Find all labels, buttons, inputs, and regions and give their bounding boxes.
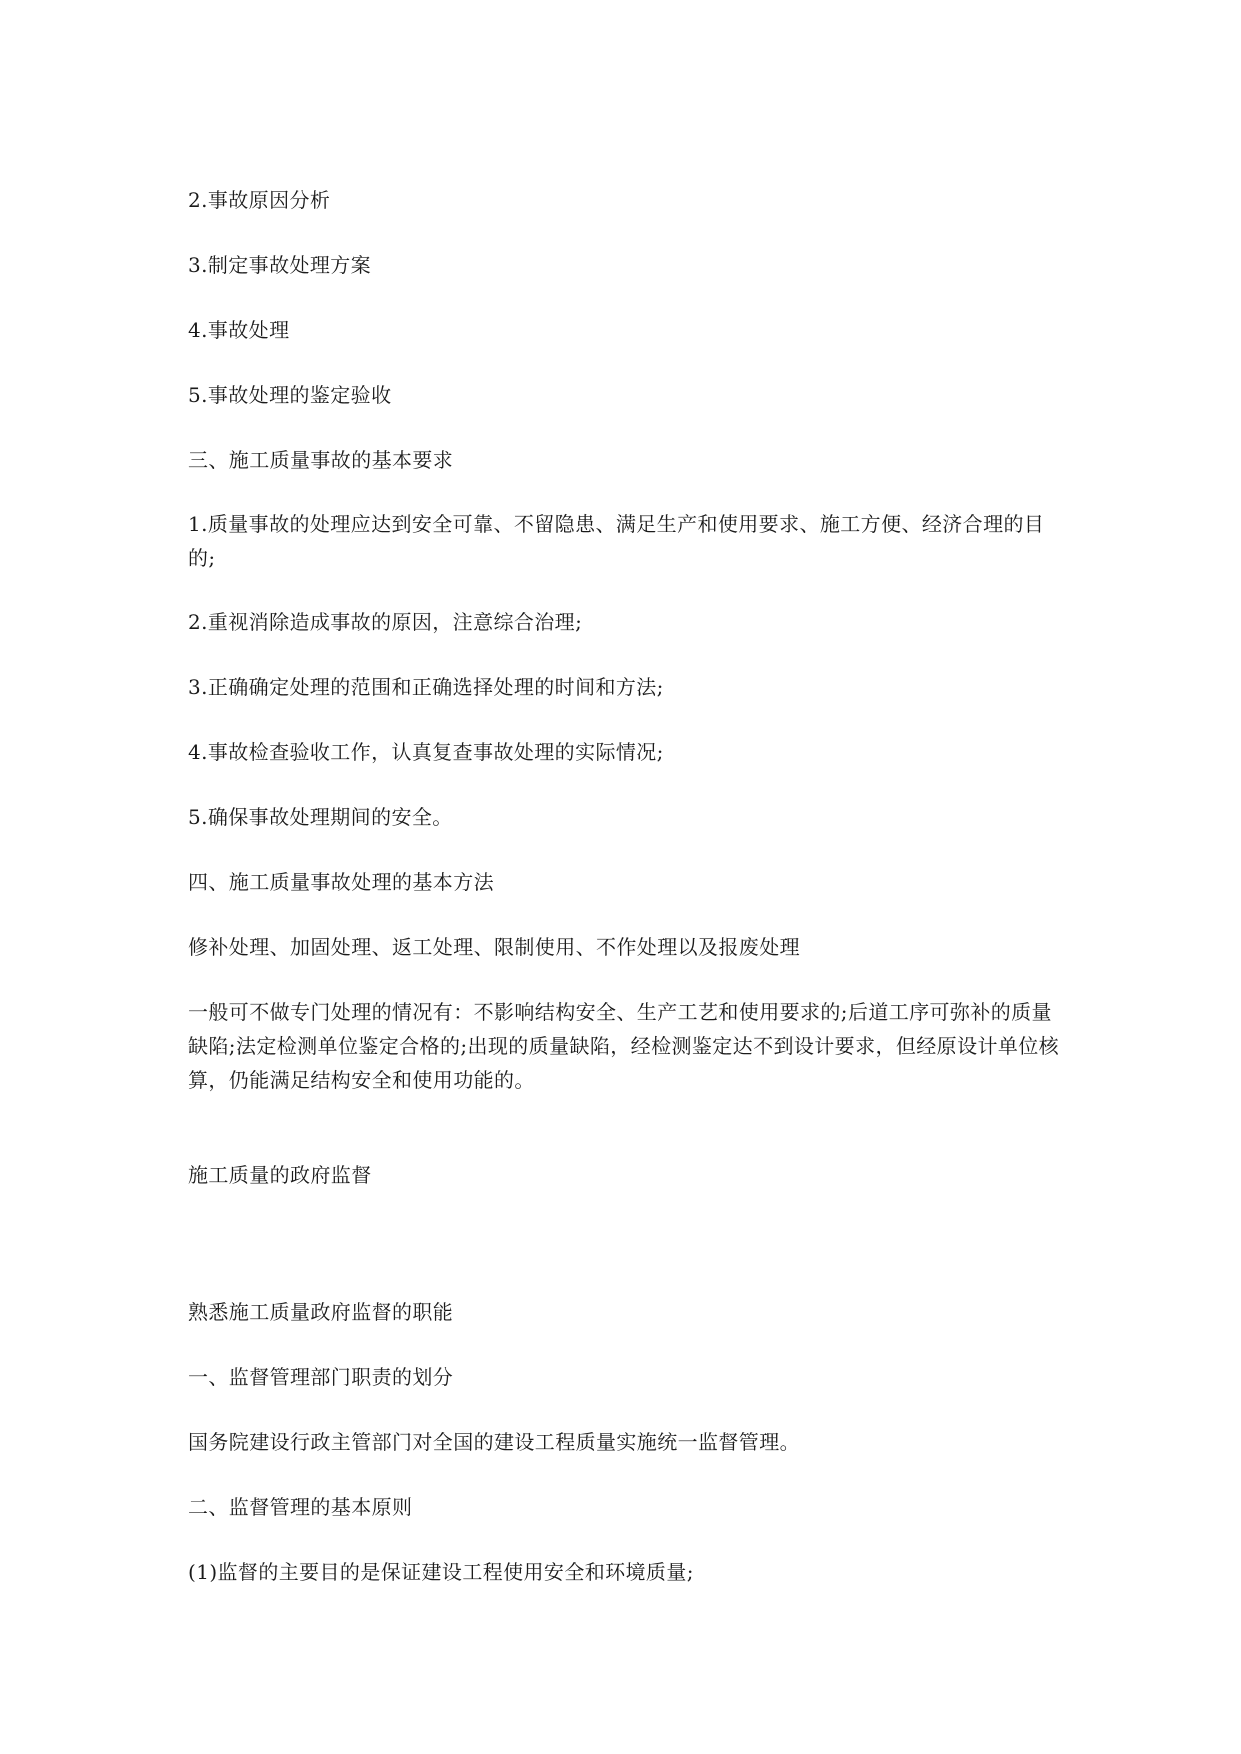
- methods-paragraph: 修补处理、加固处理、返工处理、限制使用、不作处理以及报废处理: [188, 935, 800, 959]
- section-4-heading: 四、施工质量事故处理的基本方法: [188, 870, 494, 894]
- principle-1-paragraph: (1)监督的主要目的是保证建设工程使用安全和环境质量;: [188, 1560, 694, 1584]
- state-council-paragraph: 国务院建设行政主管部门对全国的建设工程质量实施统一监督管理。: [188, 1430, 800, 1454]
- requirement-1-paragraph: 1.质量事故的处理应达到安全可靠、不留隐患、满足生产和使用要求、施工方便、经济合理的目的;: [188, 512, 1045, 570]
- requirement-3-paragraph: 3.正确确定处理的范围和正确选择处理的时间和方法;: [188, 675, 664, 699]
- no-treatment-paragraph: 一般可不做专门处理的情况有：不影响结构安全、生产工艺和使用要求的;后道工序可弥补的质量缺陷;法定检测单位鉴定合格的;出现的质量缺陷，经检测鉴定达不到设计要求，但经原设计单位核算，仍能满足结构安全和使用功能的。: [188, 1000, 1060, 1092]
- section-1-heading: 一、监督管理部门职责的划分: [188, 1365, 454, 1389]
- requirement-5-paragraph: 5.确保事故处理期间的安全。: [188, 805, 453, 829]
- supervision-function-heading: 熟悉施工质量政府监督的职能: [188, 1300, 454, 1324]
- government-supervision-title: 施工质量的政府监督: [188, 1163, 372, 1187]
- requirement-4-paragraph: 4.事故检查验收工作，认真复查事故处理的实际情况;: [188, 740, 664, 764]
- step-2-heading: 2.事故原因分析: [188, 188, 331, 212]
- section-2-heading: 二、监督管理的基本原则: [188, 1495, 413, 1519]
- step-4-heading: 4.事故处理: [188, 318, 290, 342]
- section-3-heading: 三、施工质量事故的基本要求: [188, 448, 454, 472]
- requirement-2-paragraph: 2.重视消除造成事故的原因，注意综合治理;: [188, 610, 583, 634]
- step-3-heading: 3.制定事故处理方案: [188, 253, 372, 277]
- step-5-heading: 5.事故处理的鉴定验收: [188, 383, 392, 407]
